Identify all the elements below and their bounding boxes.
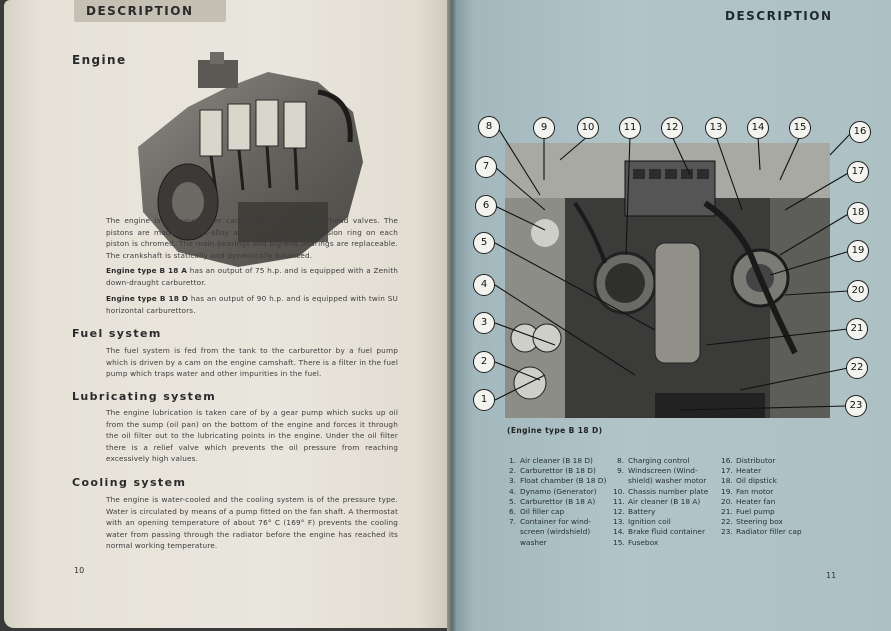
legend-item: 3. Float chamber (B 18 D) [508,476,607,486]
legend-item: 19. Fan motor [721,486,774,496]
fuel-system-title: Fuel system [72,327,162,340]
legend-item: 22. Steering box [721,517,783,527]
callout-13: 13 [705,117,727,139]
fuel-system-text: The fuel system is fed from the tank to the carburettor by a fuel pump which is driven by a cam on the engine camshaft. There is a filter in the fuel pump which traps water and other impurities in the fuel. [106,346,398,378]
legend-item: 17. Heater [721,466,762,476]
legend-item: screen (wirdshield) [520,527,591,537]
callout-12: 12 [661,117,683,139]
callout-15: 15 [789,117,811,139]
cooling-system-text: The engine is water-cooled and the cooling system is of the pressure type. Water is circulated by means of a pump fitted on the fan shaft. A thermostat with an opening temperature of about 76° C (169° F) prevents the cooling water from passing through the radiator before the engine has reached its normal working temperature. [106,495,398,550]
engine-type-b18a-label: Engine type B 18 A [106,266,188,275]
callout-4: 4 [473,274,495,296]
callout-23: 23 [845,395,867,417]
legend-item: 18. Oil dipstick [721,476,777,486]
engine-title: Engine [72,53,127,67]
callout-10: 10 [577,117,599,139]
callout-18: 18 [847,202,869,224]
legend-item: 9. Windscreen (Wind- [616,466,698,476]
left-header-title: DESCRIPTION [86,4,194,18]
callout-14: 14 [747,117,769,139]
legend-item: washer [520,537,547,547]
lubricating-system-text: The engine lubrication is taken care of by a gear pump which sucks up oil from the sump (oil pan) on the bottom of the engine and forces it through the oil filter out to the lubricating points in the engine. Under the oil filter there is a relief valve which prevents the oil pressure from reaching excessively high values. [106,408,398,463]
legend-item: 5. Carburettor (B 18 A) [508,496,596,506]
legend-item: 7. Container for wind- [508,517,592,527]
legend-item: 23. Radiator filler cap [721,527,802,537]
callout-1: 1 [473,389,495,411]
callout-20: 20 [847,280,869,302]
right-header-title: DESCRIPTION [725,9,833,23]
engine-type-b18d-label: Engine type B 18 D [106,294,189,303]
lubricating-system-title: Lubricating system [72,390,217,403]
cooling-system-title: Cooling system [72,476,187,489]
engine-type-b18a-text: has an output of 75 h.p. and is equipped with a Zenith down-draught carburettor. [106,266,398,287]
callout-3: 3 [473,312,495,334]
legend-item: 15. Fusebox [613,537,659,547]
callout-9: 9 [533,117,555,139]
legend-column-3 [721,456,802,538]
right-page-number: 11 [826,571,837,580]
callout-16: 16 [849,121,871,143]
legend-item: 21. Fuel pump [721,507,775,517]
left-page-number: 10 [74,566,85,575]
legend-item: 10. Chassis number plate [613,486,709,496]
legend-item: 11. Air cleaner (B 18 A) [613,496,701,506]
legend-item: 16. Distributor [721,456,776,465]
callout-17: 17 [847,161,869,183]
legend-item: 4. Dynamo (Generator) [508,486,597,496]
callout-11: 11 [619,117,641,139]
legend-item: 13. Ignition coil [613,517,671,527]
legend-item: 6. Oil filler cap [508,507,565,517]
callout-7: 7 [475,156,497,178]
callout-21: 21 [846,318,868,340]
callout-6: 6 [475,195,497,217]
legend-item: 8. Charging control [616,456,690,465]
callout-2: 2 [473,351,495,373]
legend-item: shield) washer motor [628,476,707,486]
engine-paragraph: The engine is a four-cylinder carburettor unit with overhead valves. The pistons are made of light-alloy and the upper compression ring on each piston is chromed. The main bearings and big-end bearings are replaceable. The crankshaft is statically and dynamically balanced. [106,216,398,260]
callout-5: 5 [473,232,495,254]
photo-caption: (Engine type B 18 D) [507,426,603,435]
legend-column-1 [505,456,606,548]
legend-item: 20. Heater fan [721,496,776,506]
legend-item: 14. Brake fluid container [613,527,706,537]
callout-19: 19 [847,240,869,262]
legend-column-2 [613,456,708,548]
callout-22: 22 [846,357,868,379]
legend-item: 2. Carburettor (B 18 D) [508,466,596,476]
engine-type-b18d-text: has an output of 90 h.p. and is equipped with twin SU horizontal carburettors. [106,294,398,315]
callout-8: 8 [478,116,500,138]
legend-item: 1. Air cleaner (B 18 D) [508,456,593,465]
legend-item: 12. Battery [613,507,656,517]
